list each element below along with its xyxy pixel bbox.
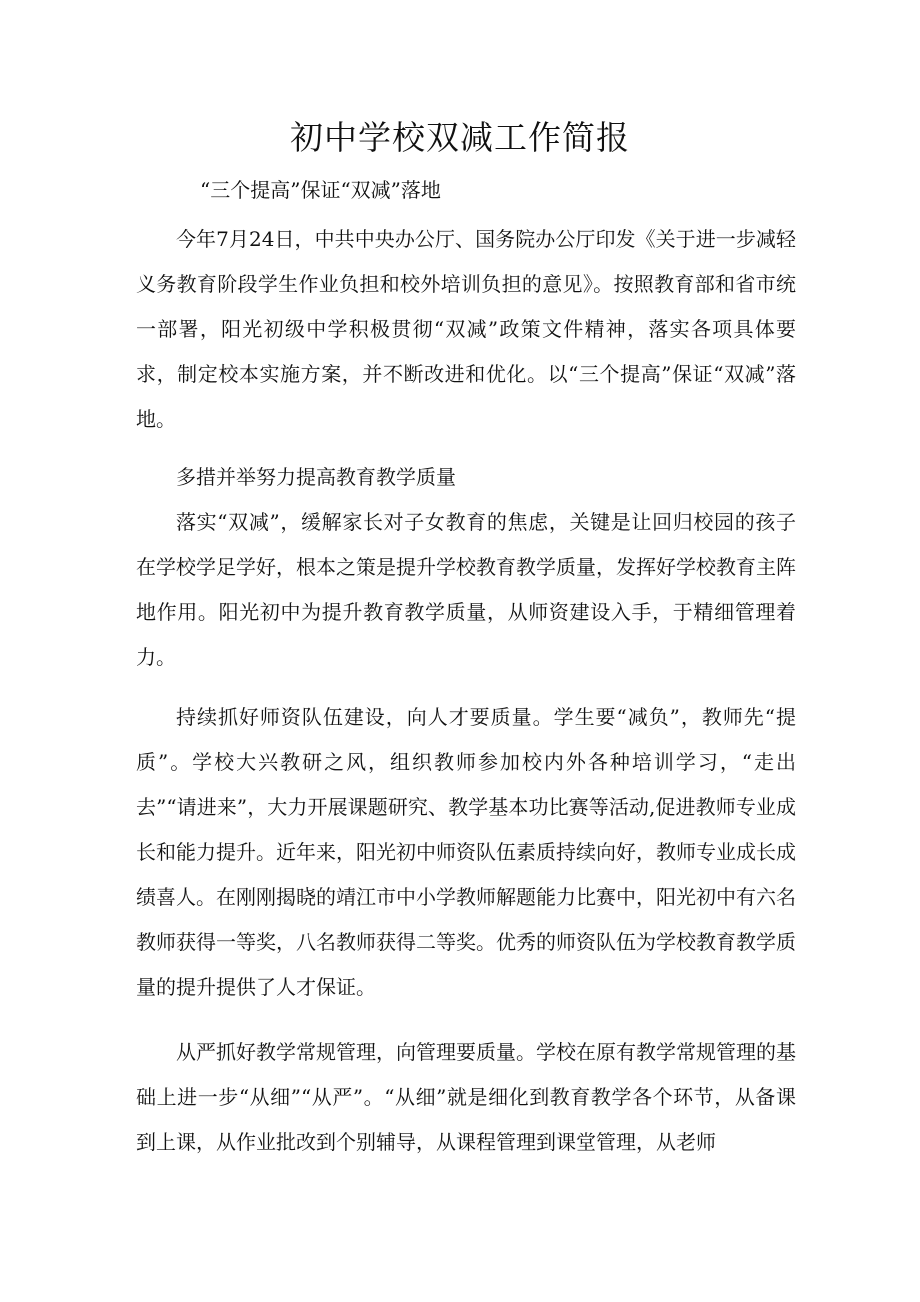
paragraph-teachers: 持续抓好师资队伍建设，向人才要质量。学生要“减负”，教师先“提质”。学校大兴教研之风，组织教师参加校内外各种培训学习，“走出去”“请进来”，大力开展课题研究、教学基本功比赛等活动,促进教师专业成长和能力提升。近年来，阳光初中师资队伍素质持续向好，教师专业成长成绩喜人。在刚刚揭晓的靖江市中小学教师解题能力比赛中，阳光初中有六名教师获得一等奖，八名教师获得二等奖。优秀的师资队伍为学校教育教学质量的提升提供了人才保证。: [136, 705, 796, 999]
paragraph-management: 从严抓好教学常规管理，向管理要质量。学校在原有教学常规管理的基础上进一步“从细”“从严”。“从细”就是细化到教育教学各个环节，从备课到上课，从作业批改到个别辅导，从课程管理到课堂管理，从老师: [136, 1040, 796, 1154]
section-heading: 多措并举努力提高教育教学质量: [176, 465, 456, 489]
document-subtitle: “三个提高”保证“双减”落地: [200, 178, 441, 202]
document-title: 初中学校双减工作简报: [290, 118, 630, 157]
paragraph-quality: 落实“双减”，缓解家长对子女教育的焦虑，关键是让回归校园的孩子在学校学足学好，根本之策是提升学校教育教学质量，发挥好学校教育主阵地作用。阳光初中为提升教育教学质量，从师资建设入手，于精细管理着力。: [136, 510, 796, 669]
paragraph-intro: 今年7月24日，中共中央办公厅、国务院办公厅印发《关于进一步减轻义务教育阶段学生作业负担和校外培训负担的意见》。按照教育部和省市统一部署，阳光初级中学积极贯彻“双减”政策文件精神，落实各项具体要求，制定校本实施方案，并不断改进和优化。以“三个提高”保证“双减”落地。: [136, 227, 796, 431]
